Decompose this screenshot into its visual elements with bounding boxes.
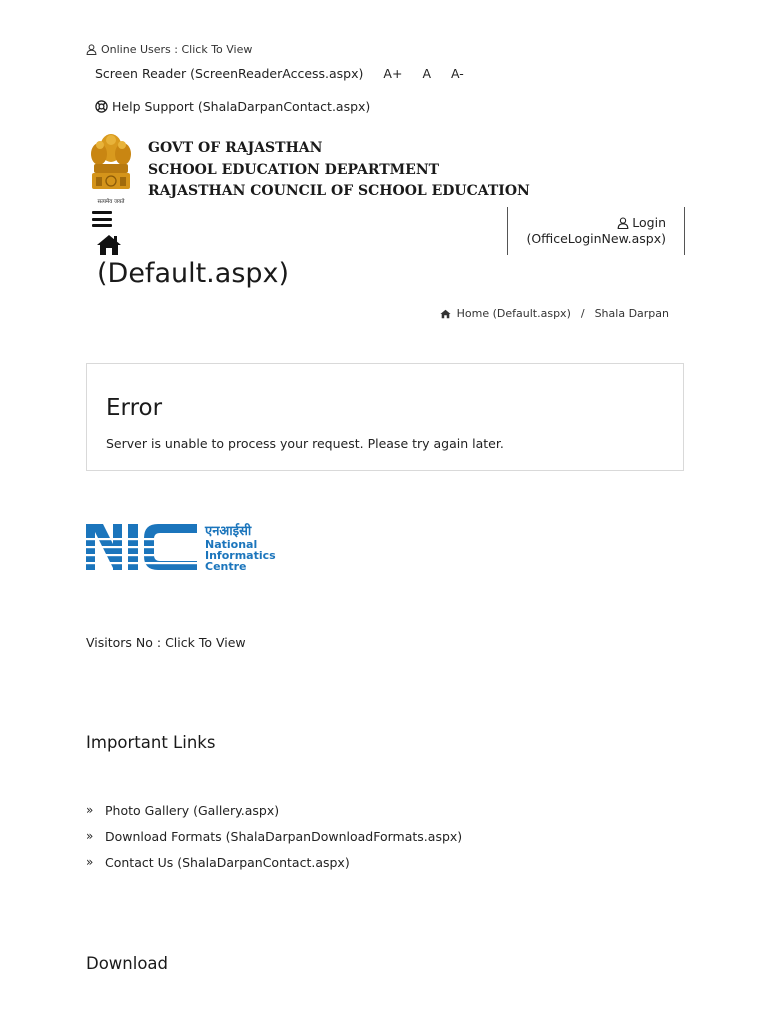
lifebuoy-icon (95, 100, 108, 113)
link-contact-us: Contact Us (ShalaDarpanContact.aspx) (105, 854, 350, 870)
font-size-controls (383, 66, 463, 81)
accessibility-bar (95, 66, 464, 81)
help-support-link[interactable] (95, 99, 370, 114)
error-panel (86, 363, 684, 471)
login-panel (507, 207, 685, 255)
download-heading: Download (86, 954, 169, 973)
important-links-heading: Important Links (86, 733, 216, 752)
link-photo-gallery: Photo Gallery (Gallery.aspx) (105, 802, 280, 818)
screen-reader-link[interactable]: Screen Reader (ScreenReaderAccess.aspx) (95, 66, 364, 81)
header-line-department: SCHOOL EDUCATION DEPARTMENT (148, 162, 440, 178)
menu-icon[interactable] (92, 211, 112, 227)
nic-logo[interactable] (86, 520, 286, 576)
breadcrumb-home[interactable]: Home (Default.aspx) (456, 307, 571, 320)
emblem-caption: सत्यमेव जयते (97, 199, 125, 205)
font-normal-button[interactable]: A (422, 66, 431, 81)
breadcrumb-current: Shala Darpan (594, 307, 669, 320)
font-increase-button[interactable]: A+ (383, 66, 403, 81)
login-link[interactable] (526, 215, 666, 247)
error-message: Server is unable to process your request. Please try again later. (106, 436, 504, 451)
font-decrease-button[interactable]: A- (451, 66, 464, 81)
online-users-label: Online Users : Click To View (101, 43, 253, 56)
header-line-govt: GOVT OF RAJASTHAN (148, 140, 323, 156)
nic-line3: Centre (205, 560, 247, 573)
home-icon (440, 309, 451, 319)
breadcrumb (440, 307, 669, 320)
error-title: Error (106, 395, 163, 421)
list-item[interactable] (86, 849, 462, 875)
nic-line2: Informatics (205, 549, 276, 562)
state-emblem-logo (86, 128, 136, 208)
visitors-counter[interactable]: Visitors No : Click To View (86, 635, 246, 650)
user-icon (86, 44, 97, 55)
help-support-label: Help Support (ShalaDarpanContact.aspx) (112, 99, 371, 114)
double-chevron-right-icon: » (86, 855, 94, 869)
login-url: (OfficeLoginNew.aspx) (526, 231, 666, 246)
online-users[interactable] (86, 43, 252, 56)
home-icon[interactable] (96, 234, 122, 256)
double-chevron-right-icon: » (86, 829, 94, 843)
login-label: Login (632, 215, 666, 230)
nic-hindi: एनआईसी (205, 524, 252, 539)
home-link[interactable]: (Default.aspx) (97, 258, 290, 289)
important-links-list (86, 797, 462, 875)
list-item[interactable] (86, 823, 462, 849)
breadcrumb-separator: / (580, 307, 585, 320)
list-item[interactable] (86, 797, 462, 823)
user-icon (617, 217, 629, 229)
link-download-formats: Download Formats (ShalaDarpanDownloadFormats.aspx) (105, 828, 463, 844)
nic-line1: National (205, 538, 258, 551)
double-chevron-right-icon: » (86, 803, 94, 817)
header-line-council: RAJASTHAN COUNCIL OF SCHOOL EDUCATION (148, 183, 530, 199)
